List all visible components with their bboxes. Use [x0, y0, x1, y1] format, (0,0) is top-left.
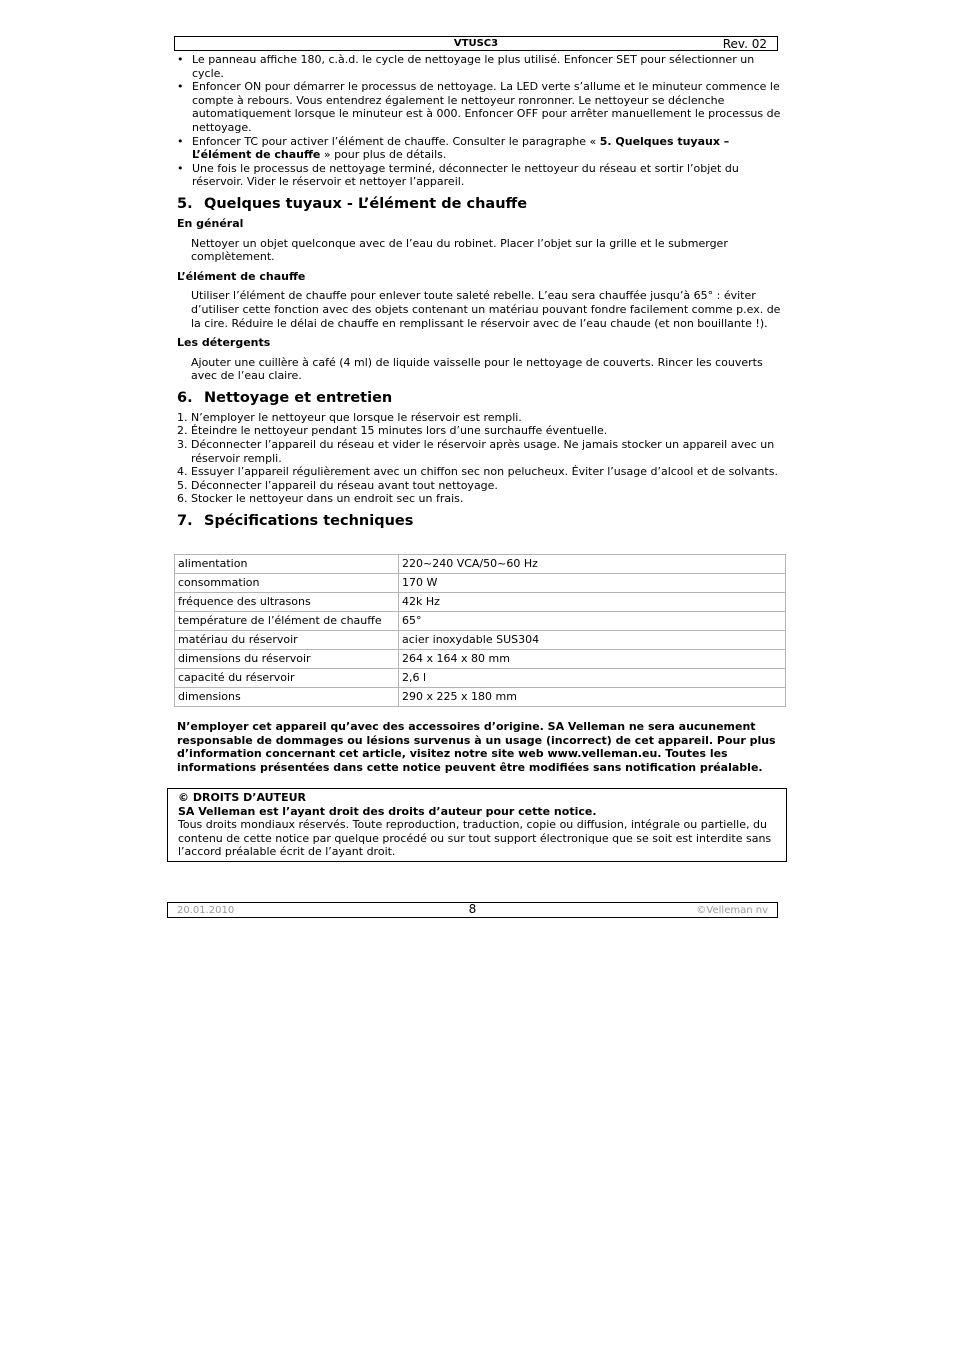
spec-key: dimensions — [175, 688, 399, 707]
copyright-title-text: DROITS D’AUTEUR — [192, 791, 306, 804]
spec-value: 65° — [399, 612, 786, 631]
main-content — [177, 53, 783, 534]
section-6-heading — [177, 389, 783, 407]
step-number: 2. — [177, 424, 188, 438]
usage-notice: N’employer cet appareil qu’avec des accessoires d’origine. SA Velleman ne sera aucunement responsable de dommages ou lésions survenus à un usage (incorrect) de cet appareil. Pour plus d’information concernant cet article, visitez notre site web www.velleman.eu. Toutes les informations présentées dans cette notice peuvent être modifiées sans notification préalable. — [177, 720, 776, 774]
table-row — [175, 631, 786, 650]
list-item — [177, 465, 783, 479]
table-row — [175, 688, 786, 707]
step-number: 4. — [177, 465, 188, 479]
table-row — [175, 574, 786, 593]
spec-value: 290 x 225 x 180 mm — [399, 688, 786, 707]
list-item: • Une fois le processus de nettoyage terminé, déconnecter le nettoyeur du réseau et sortir l’objet du réservoir. Vider le réservoir et nettoyer l’appareil. — [192, 162, 783, 189]
table-row — [175, 669, 786, 688]
instruction-bullets — [177, 53, 783, 189]
step-text: Stocker le nettoyeur dans un endroit sec un frais. — [191, 492, 464, 506]
footer-date: 20.01.2010 — [177, 905, 235, 916]
spec-value: 170 W — [399, 574, 786, 593]
section-number: 7. — [177, 513, 193, 530]
table-row — [175, 650, 786, 669]
step-number: 1. — [177, 410, 188, 424]
section-reference: 5. Quelques tuyaux – L’élément de chauffe — [192, 134, 730, 162]
section-number: 5. — [177, 195, 193, 212]
footer-copyright: ©Velleman nv — [696, 905, 768, 916]
bullet-text-pre: Enfoncer TC pour activer l’élément de chauffe. Consulter le paragraphe « — [192, 134, 600, 148]
section-title: Quelques tuyaux - L’élément de chauffe — [204, 195, 528, 212]
copyright-holder: SA Velleman est l’ayant droit des droits d’auteur pour cette notice. — [178, 804, 597, 818]
copyright-symbol: © — [178, 791, 189, 804]
spec-key: consommation — [175, 574, 399, 593]
list-item — [177, 479, 783, 493]
bullet-text-post: » pour plus de détails. — [320, 148, 447, 162]
copyright-title — [178, 791, 776, 805]
step-number: 6. — [177, 492, 188, 506]
list-item — [177, 492, 783, 506]
step-text: Déconnecter l’appareil du réseau avant tout nettoyage. — [191, 478, 498, 492]
spec-value: 220~240 VCA/50~60 Hz — [399, 555, 786, 574]
subsection-heading: En général — [177, 216, 244, 230]
section-title: Nettoyage et entretien — [204, 389, 393, 406]
revision-label: Rev. 02 — [722, 37, 767, 51]
spec-key: matériau du réservoir — [175, 631, 399, 650]
list-item — [192, 135, 783, 162]
subsection-text: Nettoyer un objet quelconque avec de l’eau du robinet. Placer l’objet sur la grille et le submerger complètement. — [191, 236, 728, 264]
page-header — [174, 36, 778, 51]
step-text: Éteindre le nettoyeur pendant 15 minutes lors d’une surchauffe éventuelle. — [191, 424, 608, 438]
spec-key: capacité du réservoir — [175, 669, 399, 688]
spec-value: 42k Hz — [399, 593, 786, 612]
page-number: 8 — [468, 902, 477, 916]
spec-key: température de l’élément de chauffe — [175, 612, 399, 631]
page-footer — [167, 902, 778, 918]
maintenance-steps — [177, 411, 783, 506]
list-item: • Le panneau affiche 180, c.à.d. le cycle de nettoyage le plus utilisé. Enfoncer SET pour sélectionner un cycle. — [192, 53, 783, 80]
subsection-heading: L’élément de chauffe — [177, 269, 306, 283]
step-number: 3. — [177, 438, 188, 452]
section-number: 6. — [177, 389, 193, 406]
table-row — [175, 612, 786, 631]
copyright-box — [167, 788, 787, 862]
table-row — [175, 593, 786, 612]
step-text: Déconnecter l’appareil du réseau et vider le réservoir après usage. Ne jamais stocker un appareil avec un réservoir rempli. — [191, 438, 775, 465]
list-item — [177, 438, 783, 465]
list-item — [177, 411, 783, 425]
spec-value: 264 x 164 x 80 mm — [399, 650, 786, 669]
step-number: 5. — [177, 478, 188, 492]
section-7-heading — [177, 512, 783, 530]
list-item — [177, 424, 783, 438]
list-item: • Enfoncer ON pour démarrer le processus de nettoyage. La LED verte s’allume et le minuteur commence le compte à rebours. Vous entendrez également le nettoyeur ronronner. Le nettoyeur se déclenche automatiquement lorsque le minuteur est à 000. Enfoncer OFF pour arrêter manuellement le processus de nettoyage. — [192, 80, 783, 134]
subsection-text: Utiliser l’élément de chauffe pour enlever toute saleté rebelle. L’eau sera chauffée jusqu’à 65° : éviter d’utiliser cette fonction avec des objets contenant un matériau pouvant fondre facilement comme p.ex. de la cire. Réduire le délai de chauffe en remplissant le réservoir avec de l’eau chaude (et non bouillante !). — [191, 289, 781, 330]
subsection-text: Ajouter une cuillère à café (4 ml) de liquide vaisselle pour le nettoyage de couverts. Rincer les couverts avec de l’eau claire. — [191, 355, 763, 383]
section-title: Spécifications techniques — [204, 513, 414, 530]
section-5-heading — [177, 195, 783, 213]
subsection-heading: Les détergents — [177, 336, 271, 350]
step-text: N’employer le nettoyeur que lorsque le réservoir est rempli. — [191, 410, 522, 424]
spec-value: 2,6 l — [399, 669, 786, 688]
table-row — [175, 555, 786, 574]
copyright-text: Tous droits mondiaux réservés. Toute reproduction, traduction, copie ou diffusion, intégrale ou partielle, du contenu de cette notice par quelque procédé ou sur tout support électronique que se soit est interdite sans l’accord préalable écrit de l’ayant droit. — [178, 818, 772, 859]
spec-value: acier inoxydable SUS304 — [399, 631, 786, 650]
spec-key: alimentation — [175, 555, 399, 574]
step-text: Essuyer l’appareil régulièrement avec un chiffon sec non pelucheux. Éviter l’usage d’alcool et de solvants. — [191, 465, 778, 479]
spec-key: dimensions du réservoir — [175, 650, 399, 669]
model-number: VTUSC3 — [453, 38, 499, 49]
spec-key: fréquence des ultrasons — [175, 593, 399, 612]
specifications-table — [174, 554, 786, 707]
